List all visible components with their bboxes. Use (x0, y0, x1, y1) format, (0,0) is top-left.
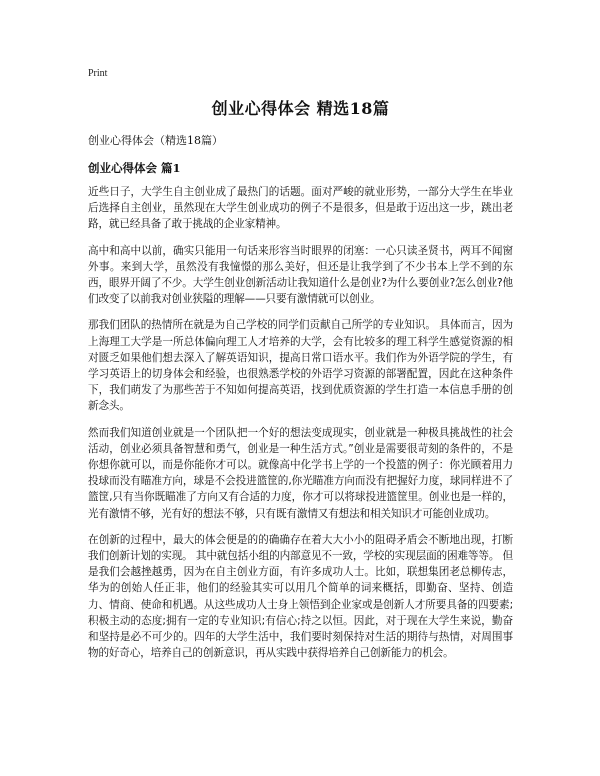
paragraph-2: 高中和高中以前，确实只能用一句话来形容当时眼界的闭塞：一心只读圣贤书，两耳不闻窗外事。来到大学，虽然没有我憧憬的那么美好，但还是让我学到了不少书本上学不到的东西，眼界开阔了不少。大学生创业创新活动让我知道什么是创业?为什么要创业?怎么创业?他们改变了以前我对创业狭隘的理解——只要有激情就可以创业。 (88, 244, 513, 306)
section-heading: 创业心得体会 篇1 (88, 161, 181, 175)
paragraph-5: 在创新的过程中，最大的体会便是的的确确存在着大大小小的阻碍矛盾会不断地出现，打断我们创新计划的实现。 其中就包括小组的内部意见不一致，学校的实现层面的困难等等。 但是我们会越挫越勇，因为在自主创业方面，有许多成功人士。比如，联想集团老总柳传志，华为的创始人任正非，他们的经验其实可以用几个简单的词来概括，即勤奋、坚持、创造力、情商、使命和机遇。从这些成功人士身上领悟到企业家或是创新人才所要具备的四要素;积极主动的态度;拥有一定的专业知识;有信心;持之以恒。因此，对于现在大学生来说，勤奋和坚持是必不可少的。四年的大学生活中，我们要时刻保持对生活的期待与热情，对周围事物的好奇心，培养自己的创新意识，再从实践中获得培养自己创新能力的机会。 (88, 533, 513, 660)
document-title: 创业心得体会 精选18篇 (211, 99, 390, 118)
paragraph-3: 那我们团队的热情所在就是为自己学校的同学们贡献自己所学的专业知识。 具体而言，因为上海理工大学是一所总体偏向理工人才培养的大学，会有比较多的理工科学生感觉资源的相对匮乏如果他们想去深入了解英语知识，提高日常口语水平。我们作为外语学院的学生，有学习英语上的切身体会和经验，也很熟悉学校的外语学习资源的部署配置，因此在这种条件下，我们萌发了为那些苦于不知如何提高英语，找到优质资源的学生打造一本信息手册的创新念头。 (88, 319, 513, 413)
paragraph-4: 然而我们知道创业就是一个团队把一个好的想法变成现实，创业就是一种极具挑战性的社会活动，创业必须具备智慧和勇气，创业是一种生活方式。”创业是需要很苛刻的条件的，不是你想你就可以，而是你能你才可以。就像高中化学书上学的一个投篮的例子：你光顾着用力投球而没有瞄准方向，球是不会投进篮筐的,你光瞄准方向而没有把握好力度，球同样进不了篮筐,只有当你既瞄准了方向又有合适的力度，你才可以将球投进篮筐里。创业也是一样的，光有激情不够，光有好的想法不够，只有既有激情又有想法和相关知识才可能创业成功。 (88, 426, 513, 520)
document-subtitle: 创业心得体会（精选18篇） (88, 134, 223, 147)
print-label: Print (88, 68, 108, 79)
paragraph-1: 近些日子，大学生自主创业成了最热门的话题。面对严峻的就业形势，一部分大学生在毕业后选择自主创业，虽然现在大学生创业成功的例子不是很多，但是敢于迈出这一步，跳出老路，就已经具备了敢于挑战的企业家精神。 (88, 186, 513, 231)
article-body (88, 184, 513, 671)
